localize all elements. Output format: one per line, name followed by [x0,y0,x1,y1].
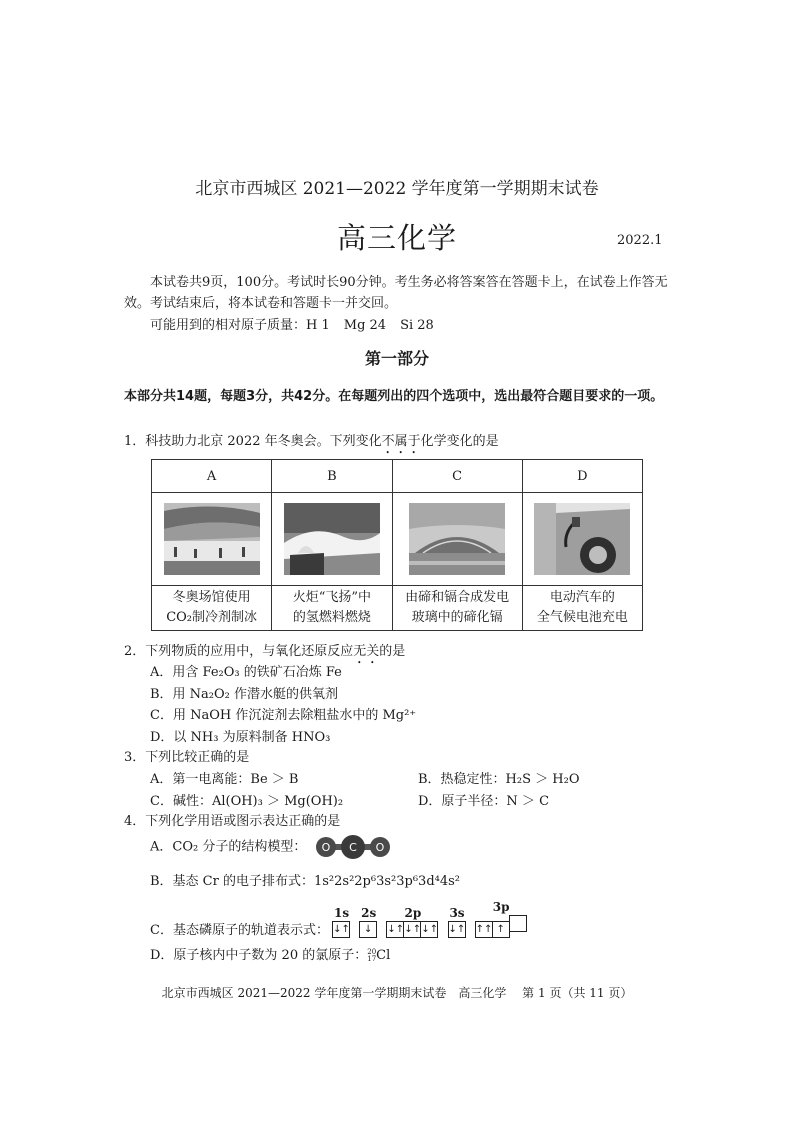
question-4-option-c: C．基态磷原子的轨道表示式： 1s ↓↑ 2s ↓ 2p ↓↑↓↑↓↑ 3s ↓↑ 3p ↑↑ ↑ [150,900,533,938]
question-2-option-b: B．用 Na₂O₂ 作潜水艇的供氧剂 [150,687,339,702]
ice-rink-photo [164,503,260,575]
option-b-header: B [272,460,392,493]
emphasis-text: 不属于 [381,434,421,449]
atom-c: C [349,841,358,854]
isotope-symbol: Cl [376,948,391,963]
exam-instructions: 本试卷共9页，100分。考试时长90分钟。考生务必将答案答在答题卡上，在试卷上作答无效。考试结束后，将本试卷和答题卡一并交回。 [124,275,668,311]
question-3-option-a: A．第一电离能：Be ＞ B [150,772,299,787]
atomic-mass-si: Si 28 [400,318,434,333]
option-a-header: A [152,460,272,493]
option-d-caption: 电动汽车的 全气候电池充电 [522,586,642,631]
question-3-option-c: C．碱性：Al(OH)₃ ＞ Mg(OH)₂ [150,794,344,809]
emphasis-text: 无关 [353,644,380,659]
orbital-2s: 2s ↓ [360,906,377,938]
atomic-mass-label: 可能用到的相对原子质量： [150,318,307,333]
question-4-option-a: A．CO₂ 分子的结构模型： O C O [150,835,392,859]
part-instructions: 本部分共14题，每题3分，共42分。在每题列出的四个选项中，选出最符合题目要求的一项。 [124,389,664,404]
atomic-mass-mg: Mg 24 [343,318,387,333]
orbital-3p: 3p ↑↑ ↑ [476,900,527,938]
atom-o-right: O [376,841,385,854]
orbital-2p: 2p ↓↑↓↑↓↑ [387,906,438,938]
option-d-header: D [522,460,642,493]
exam-date: 2022.1 [617,233,663,248]
question-3-option-b: B．热稳定性：H₂S ＞ H₂O [418,772,580,787]
co2-molecule-model [314,835,392,859]
exam-title: 北京市西城区 2021—2022 学年度第一学期期末试卷 [195,179,599,199]
question-4-option-d: D．原子核内中子数为 20 的氯原子： 20 17 Cl [150,947,391,963]
question-4-option-b: B．基态 Cr 的电子排布式：1s²2s²2p⁶3s²3p⁶3d⁴4s² [150,874,461,889]
part-title: 第一部分 [364,349,429,368]
question-1-table [151,459,643,631]
question-2-option-a: A．用含 Fe₂O₃ 的铁矿石冶炼 Fe [150,665,342,680]
orbital-3s: 3s ↓↑ [449,906,466,938]
question-2-stem: 2．下列物质的应用中，与氧化还原反应无关的是 [124,644,406,659]
ev-charging-photo [534,503,630,575]
question-3-stem: 3．下列比较正确的是 [124,750,250,765]
option-a-caption: 冬奥场馆使用 CO₂制冷剂制冰 [152,586,272,631]
orbital-1s: 1s ↓↑ [333,906,350,938]
atom-o-left: O [322,841,331,854]
isotope-numbers: 20 17 [367,947,377,963]
question-4-stem: 4．下列化学用语或图示表达正确的是 [124,814,341,829]
option-c-caption: 由碲和镉合成发电 玻璃中的碲化镉 [392,586,522,631]
question-3-option-d: D．原子半径：N ＞ C [418,794,550,809]
option-b-caption: 火炬“飞扬”中 的氢燃料燃烧 [272,586,392,631]
atomic-mass-h: H 1 [306,318,330,333]
torch-photo [284,503,380,575]
question-2-option-c: C．用 NaOH 作沉淀剂去除粗盐水中的 Mg²⁺ [150,708,417,723]
stadium-photo [409,503,505,575]
atomic-masses [150,314,448,333]
question-1-stem: 1．科技助力北京 2022 年冬奥会。下列变化不属于化学变化的是 [124,434,499,449]
subject-title: 高三化学 [336,221,457,255]
orbital-diagram [333,900,533,938]
question-2-option-d: D．以 NH₃ 为原料制备 HNO₃ [150,730,331,745]
page-footer: 北京市西城区 2021—2022 学年度第一学期期末试卷 高三化学 第 1 页（共 11 页） [161,986,633,1000]
option-c-header: C [392,460,522,493]
